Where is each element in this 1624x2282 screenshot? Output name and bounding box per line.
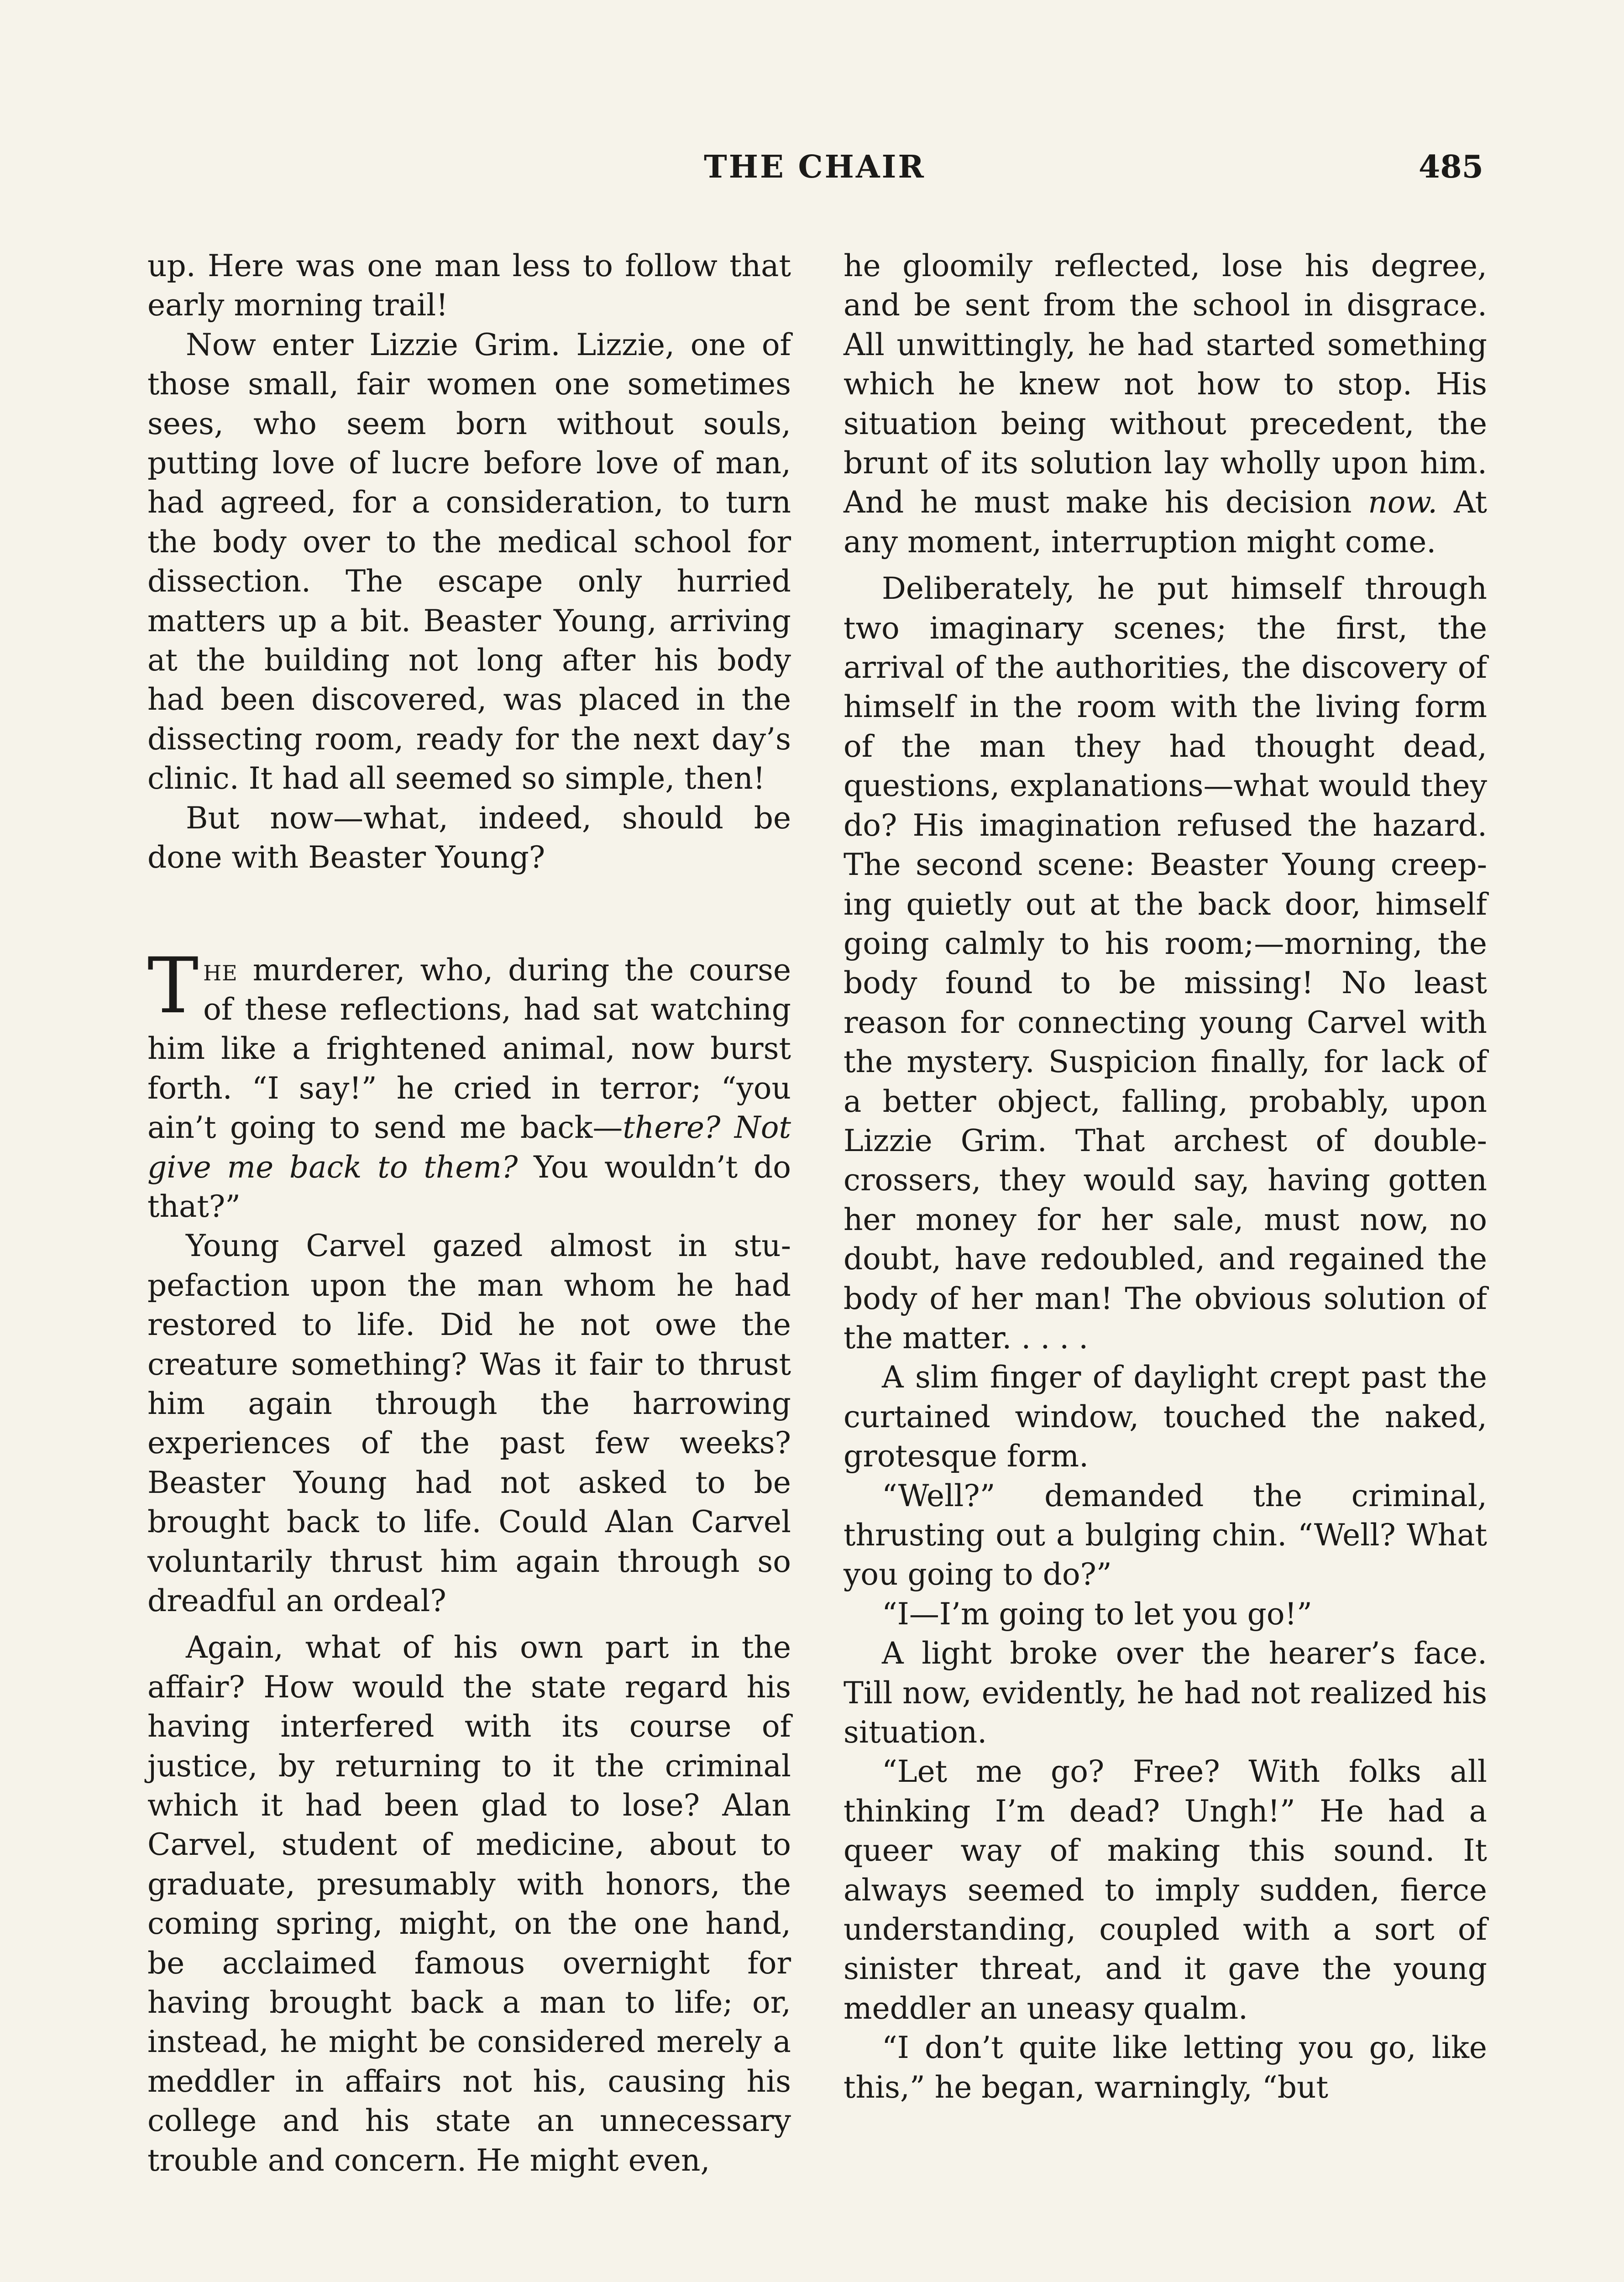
paragraph-text: At any moment, interruption might come.	[843, 485, 1487, 560]
paragraph: Deliberately, he put himself through two imaginary scenes; the first, the arrival of the authorities, the discovery of himself in the room with the living form of the man they had thought dead, questions, explanations—what would they do? His imagination refused the hazard. The second scene: Beaster Young creeping quietly out at the back door, himself going calmly to his room;—morning, the body found to be missing! No least reason for connecting young Carvel with the mystery. Suspicion finally, for lack of a better object, falling, probably, upon Lizzie Grim. That archest of double-crossers, they would say, having gotten her money for her sale, must now, no doubt, have redoubled, and regained the body of her man! The obvious solution of the matter. . . . .	[843, 571, 1487, 1356]
page-number: 485	[1419, 149, 1483, 185]
running-head	[146, 149, 1483, 190]
paragraph: “I don’t quite like letting you go, like this,” he began, warningly, “but	[843, 2030, 1487, 2105]
small-caps-lead: he	[203, 952, 238, 988]
drop-cap: T	[147, 941, 199, 1031]
paragraph: A light broke over the hearer’s face. Till now, evidently, he had not realized his situation.	[843, 1636, 1487, 1750]
paragraph-text: he gloomily reflected, lose his degree, and be sent from the school in disgrace. All unwittingly, he had started something which he knew not how to stop. His situation being without precedent, the brunt of its solution lay wholly upon him. And he must make his decision	[843, 248, 1487, 520]
paragraph: “I—I’m going to let you go!”	[882, 1596, 1312, 1632]
paragraph: Young Carvel gazed almost in stupefaction upon the man whom he had restored to life. Did he not owe the creature something? Was it fair to thrust him again through the harrowing experiences of the past few weeks? Beaster Young had not asked to be brought back to life. Could Alan Carvel voluntarily thrust him again through so dreadful an ordeal?	[147, 1228, 791, 1618]
italic-text: there? Not give me back to them?	[147, 1110, 791, 1185]
paragraph: up. Here was one man less to follow that early morning trail!	[147, 248, 791, 323]
paragraph	[843, 246, 1487, 562]
paragraph: “Let me go? Free? With folks all thinking I’m dead? Ungh!” He had a queer way of making this sound. It always seemed to imply sudden, fierce understanding, coupled with a sort of sinister threat, and it gave the young meddler an uneasy qualm.	[843, 1754, 1487, 2026]
paragraph: A slim finger of daylight crept past the curtained window, touched the naked, grotesque form.	[843, 1360, 1487, 1474]
right-column	[843, 246, 1487, 2107]
paragraph-text: murderer, who, during the course of these reflections, had sat watching him like a frightened animal, now burst forth. “I say!” he cried in terror; “you ain’t going to send me back—	[147, 952, 791, 1146]
section-opening-paragraph	[147, 941, 791, 1227]
paragraph: Again, what of his own part in the affair? How would the state regard his having interfered with its course of justice, by returning to it the criminal which it had been glad to lose? Alan Carvel, student of medicine, about to graduate, presumably with honors, the coming spring, might, on the one hand, be acclaimed famous overnight for having brought back a man to life; or, instead, he might be considered merely a meddler in affairs not his, causing his college and his state an unnecessary trouble and concern. He might even,	[147, 1630, 791, 2178]
paragraph: But now—what, indeed, should be done with Beaster Young?	[147, 800, 791, 875]
paragraph: Now enter Lizzie Grim. Lizzie, one of those small, fair women one sometimes sees, who seem born without souls, putting love of lucre before love of man, had agreed, for a consideration, to turn the body over to the medical school for dissection. The escape only hurried matters up a bit. Beaster Young, arriving at the building not long after his body had been discovered, was placed in the dissecting room, ready for the next day’s clinic. It had all seemed so simple, then!	[147, 327, 791, 796]
italic-text: now.	[1368, 485, 1438, 520]
paragraph-text: You wouldn’t do that?”	[147, 1149, 791, 1224]
left-column	[147, 246, 791, 2180]
running-title: THE CHAIR	[704, 149, 926, 185]
paragraph: “Well?” demanded the criminal, thrusting out a bulging chin. “Well? What you going to do?”	[843, 1478, 1487, 1592]
